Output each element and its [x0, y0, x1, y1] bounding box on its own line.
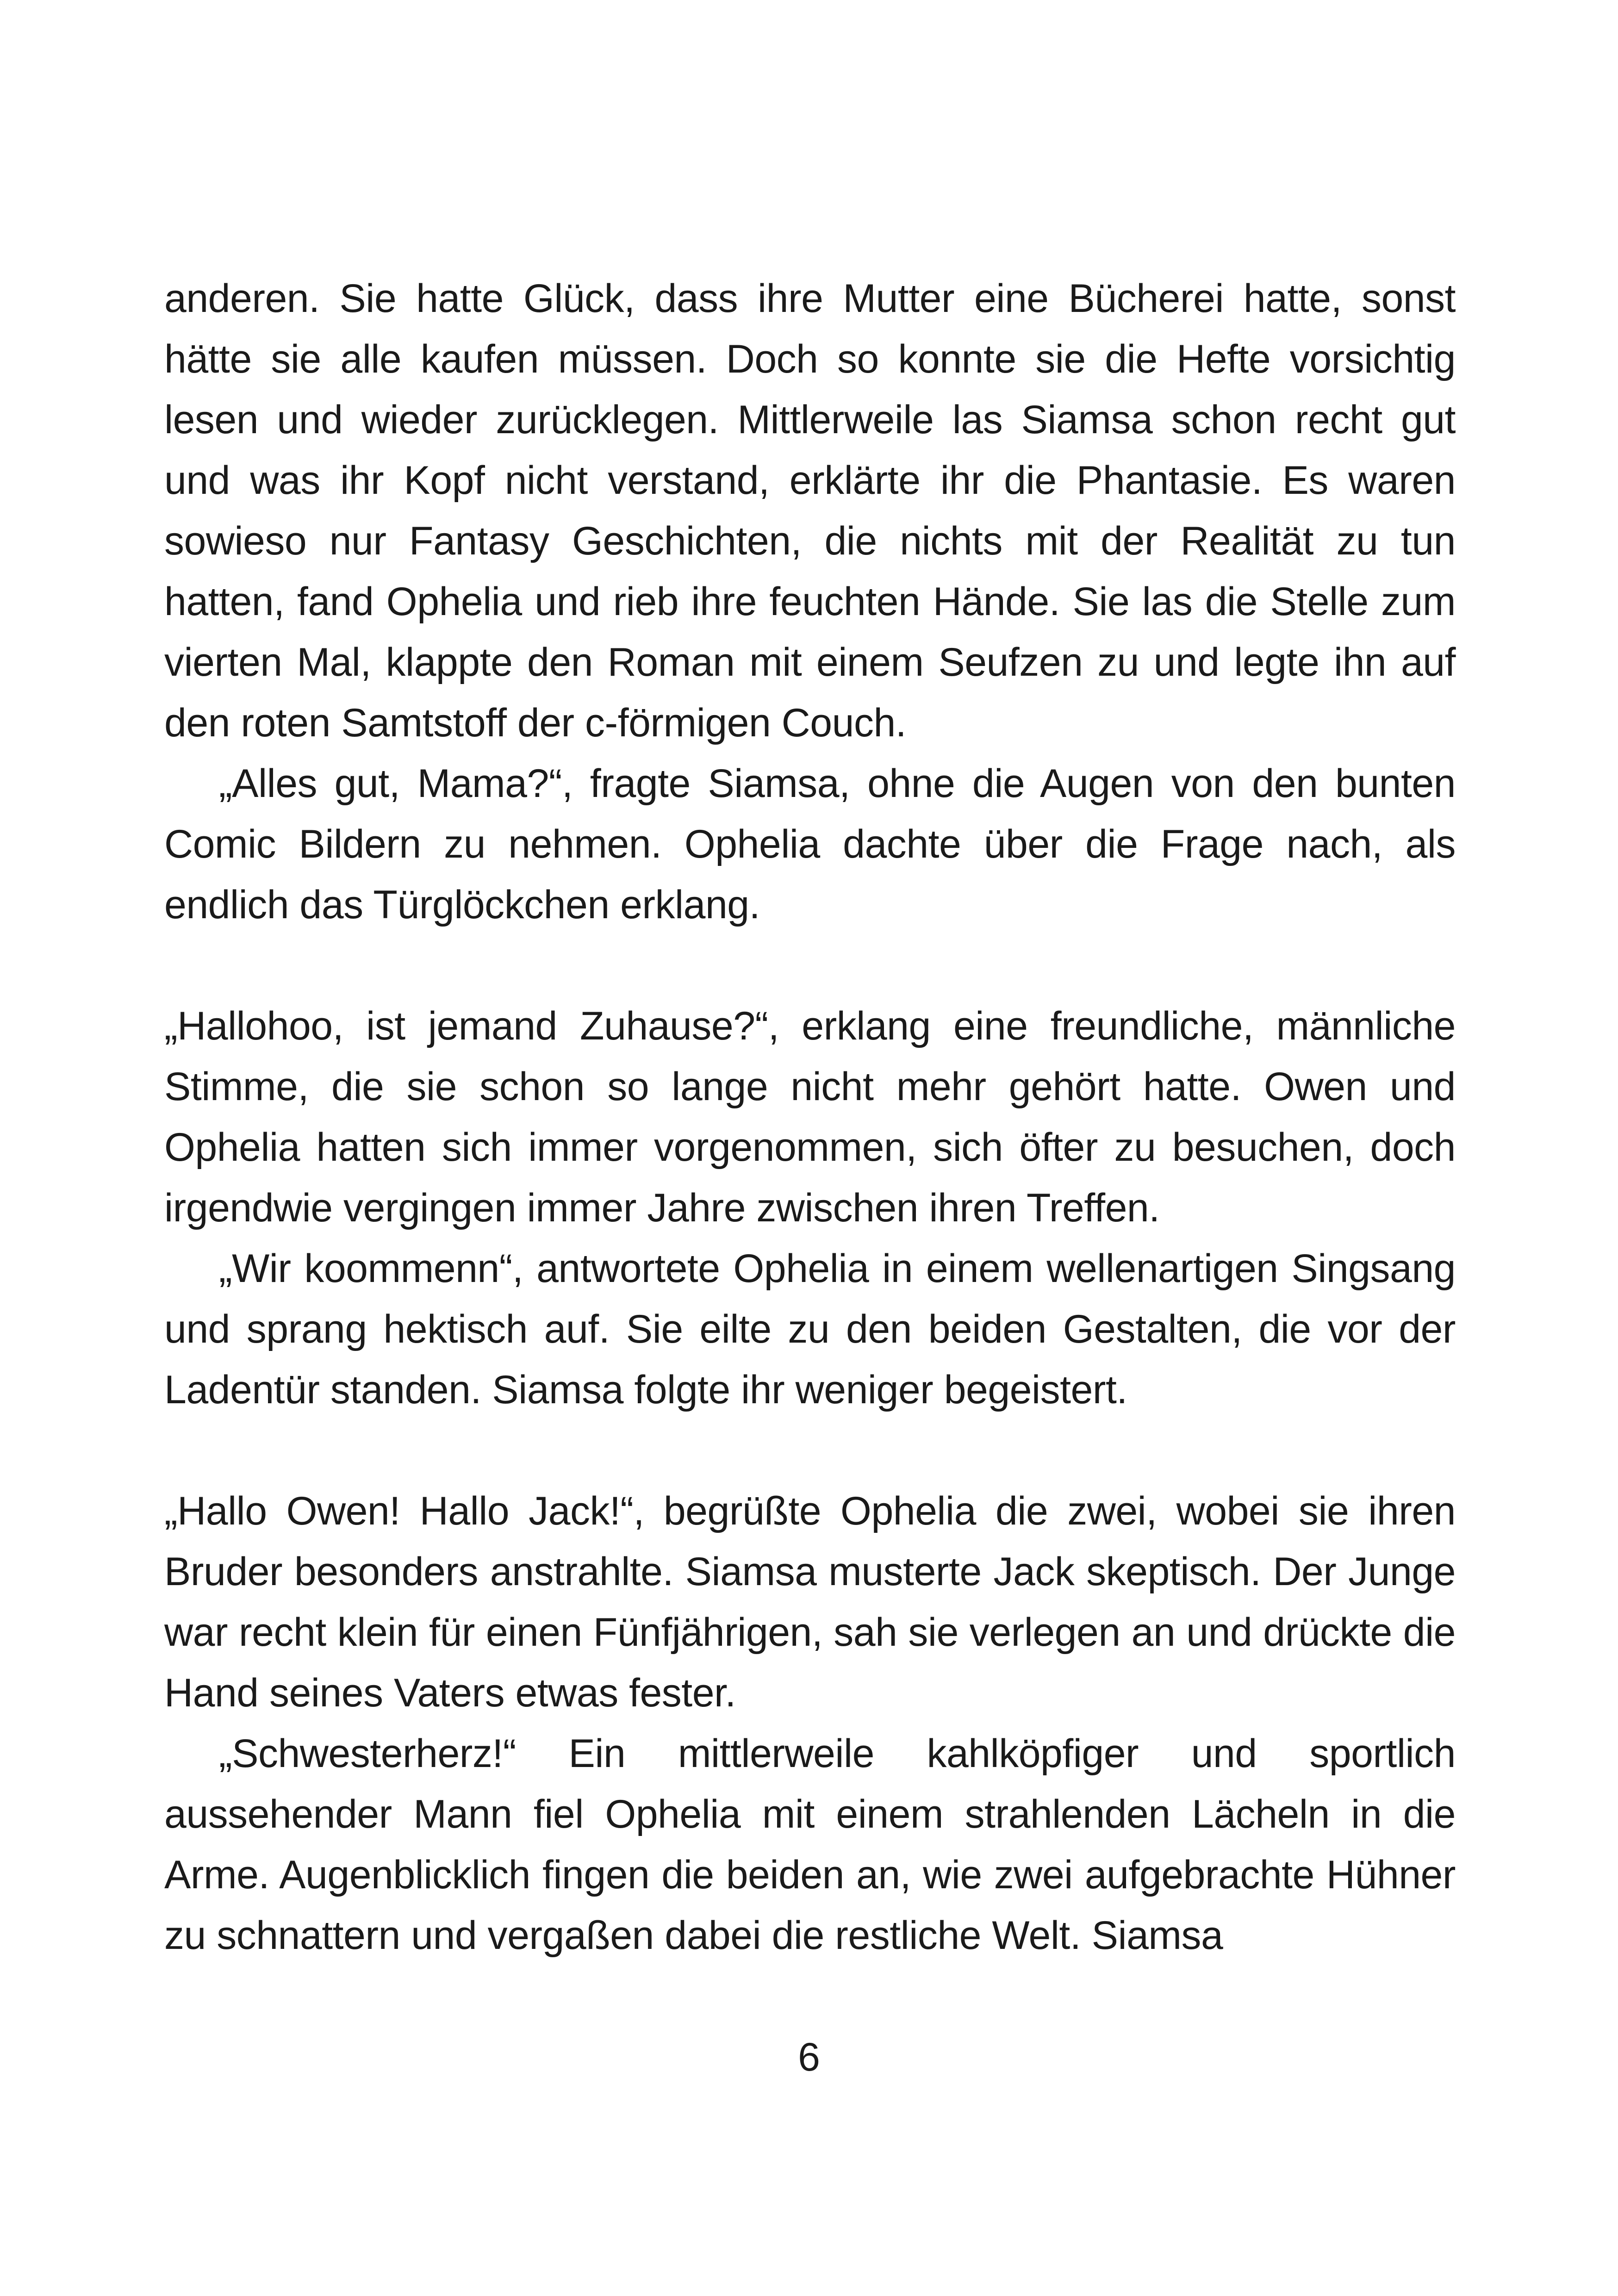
section-break [164, 1420, 1456, 1481]
paragraph-5: „Hallo Owen! Hallo Jack!“, begrüßte Ophelia die zwei, wobei sie ihren Bruder besonders anstrahlte. Siamsa musterte Jack skeptisch. Der Junge war recht klein für einen Fünfjährigen, sah sie verlegen an und drückte die Hand seines Vaters etwas fester. [164, 1489, 1456, 1715]
paragraph-6: „Schwesterherz!“ Ein mittlerweile kahlköpfiger und sportlich aussehender Mann fiel Ophelia mit einem strahlenden Lächeln in die Arme. Augenblicklich fingen die beiden an, wie zwei aufgebrachte Hühner zu schnattern und vergaßen dabei die restliche Welt. Siamsa [164, 1731, 1456, 1958]
page-number: 6 [798, 2035, 820, 2079]
page-body [164, 268, 1456, 1966]
paragraph-3: „Hallohoo, ist jemand Zuhause?“, erklang eine freundliche, männliche Stimme, die sie schon so lange nicht mehr gehört hatte. Owen und Ophelia hatten sich immer vorgenommen, sich öfter zu besuchen, doch irgendwie vergingen immer Jahre zwischen ihren Treffen. [164, 1004, 1456, 1230]
section-break [164, 935, 1456, 996]
paragraph-1: anderen. Sie hatte Glück, dass ihre Mutter eine Bücherei hatte, sonst hätte sie alle kaufen müssen. Doch so konnte sie die Hefte vorsichtig lesen und wieder zurücklegen. Mittlerweile las Siamsa schon recht gut und was ihr Kopf nicht verstand, erklärte ihr die Phantasie. Es waren sowieso nur Fantasy Geschichten, die nichts mit der Realität zu tun hatten, fand Ophelia und rieb ihre feuchten Hände. Sie las die Stelle zum vierten Mal, klappte den Roman mit einem Seufzen zu und legte ihn auf den roten Samtstoff der c-förmigen Couch. [164, 276, 1456, 745]
paragraph-2: „Alles gut, Mama?“, fragte Siamsa, ohne die Augen von den bunten Comic Bildern zu nehmen. Ophelia dachte über die Frage nach, als endlich das Türglöckchen erklang. [164, 761, 1456, 927]
paragraph-4: „Wir koommenn“, antwortete Ophelia in einem wellenartigen Singsang und sprang hektisch auf. Sie eilte zu den beiden Gestalten, die vor der Ladentür standen. Siamsa folgte ihr weniger begeistert. [164, 1246, 1456, 1412]
